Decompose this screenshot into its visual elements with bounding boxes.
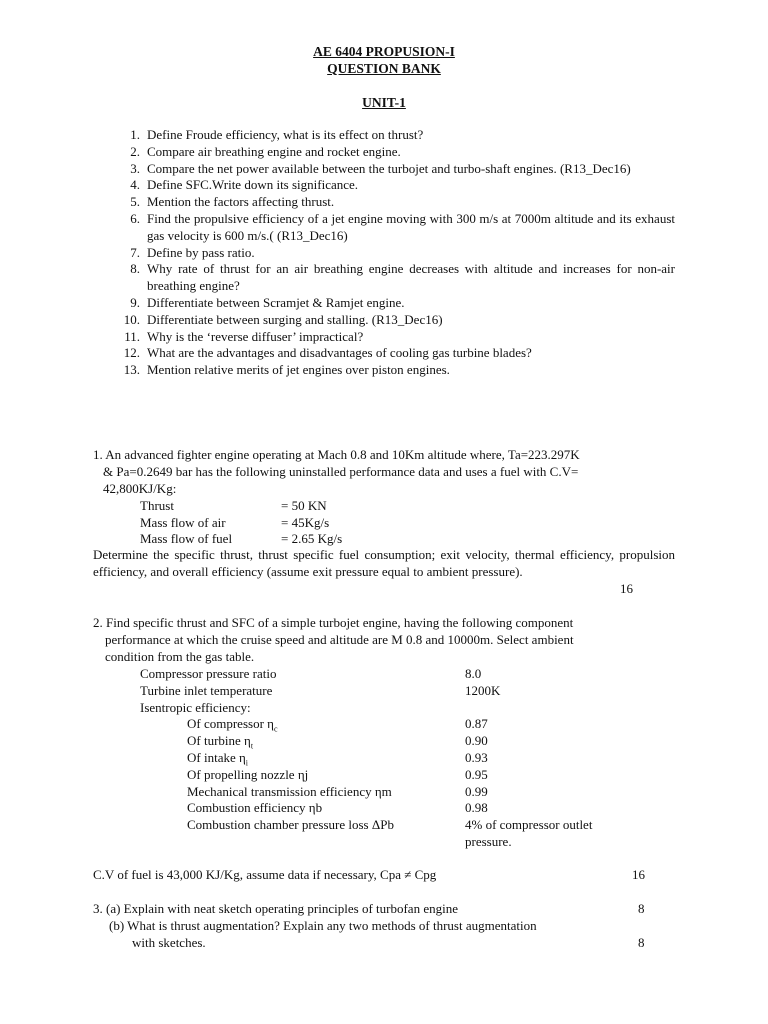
- long-question-3-marks-a: 8: [638, 901, 645, 916]
- question-text: What are the advantages and disadvantages of cooling gas turbine blades?: [147, 345, 532, 361]
- long-question-3-part-a: 3. (a) Explain with neat sketch operating principles of turbofan engine: [93, 901, 458, 916]
- unit-title: UNIT-1: [362, 95, 406, 110]
- question-text: Find the propulsive efficiency of a jet engine moving with 300 m/s at 7000m altitude and its exhaust gas velocity is 600 m/s.( (R13_Dec16): [147, 210, 675, 243]
- question-text: Why is the ‘reverse diffuser’ impractical?: [147, 328, 364, 344]
- long-question-3-part-b-line-1: (b) What is thrust augmentation? Explain any two methods of thrust augmentation: [109, 918, 537, 933]
- component-value-turbine-temp: 1200K: [465, 683, 501, 698]
- efficiency-label-compressor: Of compressor $\eta_c$: [187, 716, 278, 734]
- question-text: Why rate of thrust for an air breathing engine decreases with altitude and increases for non-air breathing engine?: [147, 261, 675, 294]
- efficiency-value-compressor: 0.87: [465, 716, 488, 731]
- long-question-1-marks: 16: [620, 581, 633, 596]
- data-label-fuel-flow: Mass flow of fuel: [140, 531, 233, 546]
- question-text: Mention relative merits of jet engines over piston engines.: [147, 362, 450, 378]
- efficiency-value-pressure-loss: 4% of compressor outlet: [465, 817, 593, 832]
- long-question-1-line-3: 42,800KJ/Kg:: [103, 481, 177, 496]
- efficiency-value-nozzle: 0.95: [465, 767, 488, 782]
- question-text: Compare air breathing engine and rocket engine.: [147, 143, 401, 159]
- question-text: Mention the factors affecting thrust.: [147, 194, 335, 210]
- question-number: 10.: [123, 311, 140, 327]
- question-text: Differentiate between surging and stalling. (R13_Dec16): [147, 311, 443, 327]
- long-question-2-line-3: condition from the gas table.: [105, 649, 255, 664]
- question-number: 13.: [123, 362, 140, 378]
- efficiency-label-intake: Of intake $\eta_i$: [187, 750, 249, 768]
- efficiency-value-combustion: 0.98: [465, 800, 488, 815]
- short-question-item: [115, 161, 675, 178]
- efficiency-label-pressure-loss: Combustion chamber pressure loss ΔPb: [187, 817, 394, 832]
- question-text: Compare the net power available between the turbojet and turbo-shaft engines. (R13_Dec16): [147, 160, 631, 176]
- question-number: 3.: [130, 160, 140, 176]
- question-text: Define SFC.Write down its significance.: [147, 177, 359, 193]
- efficiency-label-mechanical: Mechanical transmission efficiency ηm: [187, 784, 392, 799]
- component-label-compressor-ratio: Compressor pressure ratio: [140, 666, 277, 681]
- short-question-item: [115, 295, 675, 312]
- short-question-item: [115, 144, 675, 161]
- question-number: 1.: [130, 127, 140, 142]
- component-label-turbine-temp: Turbine inlet temperature: [140, 683, 273, 698]
- data-value-thrust: = 50 KN: [281, 498, 327, 513]
- long-question-1-line-1: 1. An advanced fighter engine operating at Mach 0.8 and 10Km altitude where, Ta=223.297K: [93, 447, 580, 462]
- short-question-item: [115, 127, 675, 144]
- question-number: 9.: [130, 294, 140, 310]
- question-number: 2.: [130, 143, 140, 159]
- long-question-1-task: Determine the specific thrust, thrust specific fuel consumption; exit velocity, thermal efficiency, propulsion efficiency, and overall efficiency (assume exit pressure equal to ambient pressure).: [93, 547, 675, 579]
- short-question-list: [115, 127, 675, 379]
- question-number: 12.: [123, 345, 140, 361]
- efficiency-label-turbine: Of turbine $\eta_t$: [187, 733, 254, 751]
- short-question-item: [115, 312, 675, 329]
- efficiency-label-combustion: Combustion efficiency ηb: [187, 800, 323, 815]
- short-question-item: [115, 329, 675, 346]
- efficiency-value-mechanical: 0.99: [465, 784, 488, 799]
- data-value-air-flow: = 45Kg/s: [281, 515, 330, 530]
- data-label-air-flow: Mass flow of air: [140, 515, 226, 530]
- question-number: 7.: [130, 244, 140, 260]
- question-text: Differentiate between Scramjet & Ramjet engine.: [147, 294, 405, 310]
- question-number: 8.: [130, 261, 140, 277]
- component-value-compressor-ratio: 8.0: [465, 666, 482, 681]
- course-title: AE 6404 PROPUSION-I: [313, 44, 455, 59]
- efficiency-label-nozzle: Of propelling nozzle ηj: [187, 767, 309, 782]
- short-question-item: [115, 345, 675, 362]
- short-question-item: [115, 194, 675, 211]
- efficiency-value-turbine: 0.90: [465, 733, 488, 748]
- data-label-thrust: Thrust: [140, 498, 174, 513]
- long-question-2-line-1: 2. Find specific thrust and SFC of a simple turbojet engine, having the following component: [93, 615, 574, 630]
- fuel-cv-line: C.V of fuel is 43,000 KJ/Kg, assume data if necessary, Cpa ≠ Cpg: [93, 867, 437, 882]
- long-question-2-line-2: performance at which the cruise speed and altitude are M 0.8 and 10000m. Select ambient: [105, 632, 574, 647]
- short-question-item: [115, 362, 675, 379]
- question-text: Define Froude efficiency, what is its effect on thrust?: [147, 127, 424, 142]
- efficiency-value-pressure-loss-cont: pressure.: [465, 834, 512, 849]
- long-question-2-marks: 16: [632, 867, 645, 882]
- long-question-1-line-2: & Pa=0.2649 bar has the following uninstalled performance data and uses a fuel with C.V=: [103, 464, 579, 479]
- efficiency-value-intake: 0.93: [465, 750, 488, 765]
- short-question-item: [115, 177, 675, 194]
- short-question-item: [115, 211, 675, 245]
- long-question-3-marks-b: 8: [638, 935, 645, 950]
- question-text: Define by pass ratio.: [147, 244, 255, 260]
- long-question-3-part-b-line-2: with sketches.: [132, 935, 206, 950]
- question-bank-title: QUESTION BANK: [327, 61, 441, 76]
- short-question-item: [115, 245, 675, 262]
- question-number: 5.: [130, 194, 140, 210]
- data-value-fuel-flow: = 2.65 Kg/s: [281, 531, 343, 546]
- question-number: 6.: [130, 210, 140, 226]
- short-question-item: [115, 261, 675, 295]
- question-number: 4.: [130, 177, 140, 193]
- question-number: 11.: [124, 328, 140, 344]
- isentropic-efficiency-label: Isentropic efficiency:: [140, 700, 251, 715]
